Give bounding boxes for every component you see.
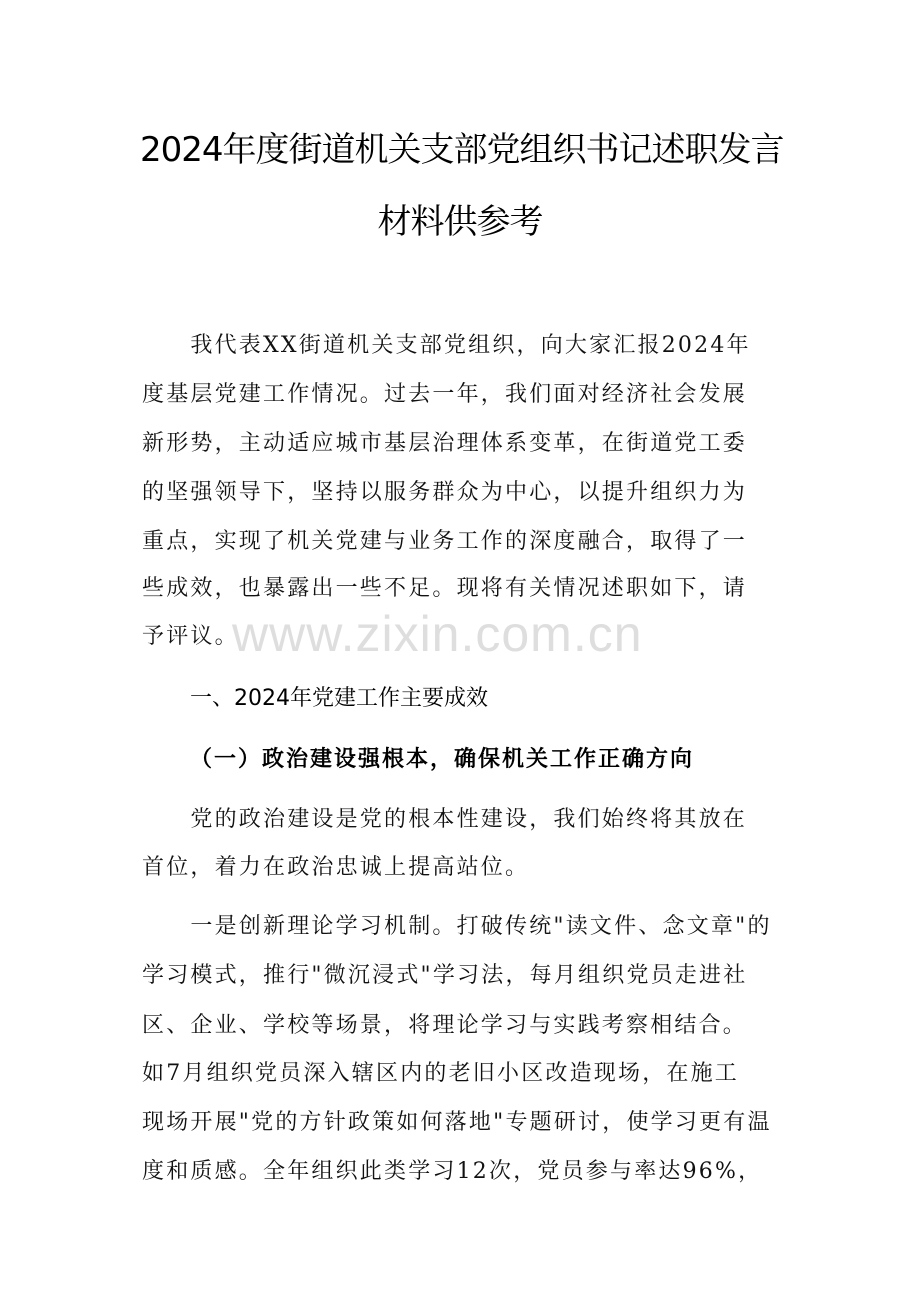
intro-line: 的坚强领导下，坚持以服务群众为中心，以提升组织力为 [142,480,748,505]
document-title-line-1: 2024年度街道机关支部党组织书记述职发言 [140,130,784,170]
paragraph-line: 现场开展"党的方针政策如何落地"专题研讨，使学习更有温 [142,1110,772,1135]
paragraph-line: 区、企业、学校等场景，将理论学习与实践考察相结合。 [142,1013,748,1038]
intro-line: 些成效，也暴露出一些不足。现将有关情况述职如下，请 [142,576,748,601]
paragraph-line: 度和质感。全年组织此类学习12次，党员参与率达96%， [142,1159,763,1184]
section-heading: 一、2024年党建工作主要成效 [190,686,488,711]
document-title-line-2: 材料供参考 [377,202,543,242]
paragraph-line: 学习模式，推行"微沉浸式"学习法，每月组织党员走进社 [142,963,748,988]
subsection-heading: （一）政治建设强根本，确保机关工作正确方向 [190,746,695,772]
paragraph-line: 一是创新理论学习机制。打破传统"读文件、念文章"的 [142,914,772,939]
paragraph-line: 党的政治建设是党的根本性建设，我们始终将其放在 [142,807,748,832]
intro-line: 我代表XX街道机关支部党组织，向大家汇报2024年 [142,333,751,358]
paragraph-line: 如7月组织党员深入辖区内的老旧小区改造现场，在施工 [142,1061,739,1086]
paragraph-line: 首位，着力在政治忠诚上提高站位。 [142,855,530,880]
intro-line: 予评议。 [142,624,239,649]
intro-line: 新形势，主动适应城市基层治理体系变革，在街道党工委 [142,431,748,456]
intro-line: 度基层党建工作情况。过去一年，我们面对经济社会发展 [142,382,748,407]
watermark: www.zixin.com.cn [232,606,643,662]
intro-line: 重点，实现了机关党建与业务工作的深度融合，取得了一 [142,529,748,554]
